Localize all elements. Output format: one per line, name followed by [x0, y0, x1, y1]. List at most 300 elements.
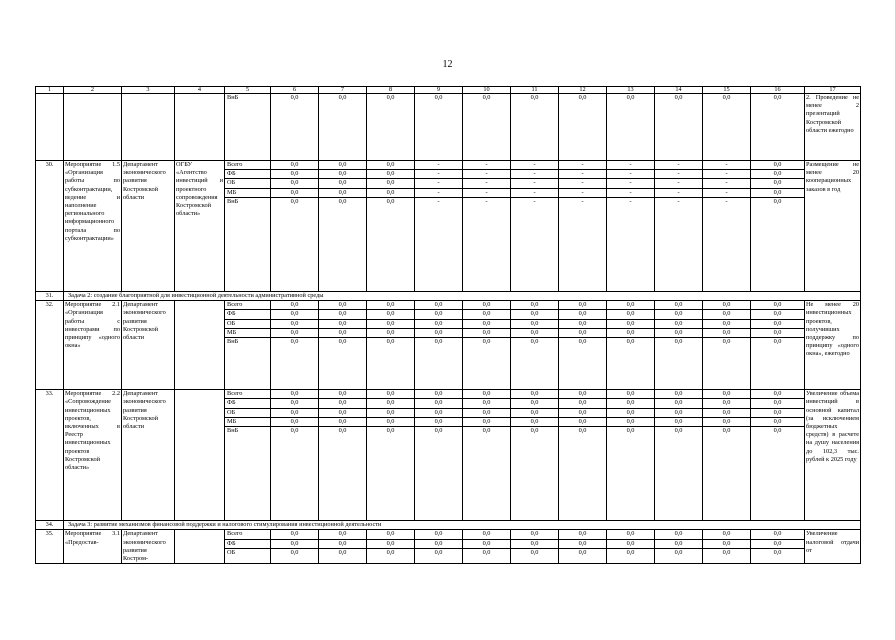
value: 0,0 [415, 329, 462, 338]
value: 0,0 [559, 530, 606, 539]
value: 0,0 [434, 94, 443, 101]
funding-source: ФБ [225, 540, 270, 549]
result-cell: 2. Проведение не менее 2 презентаций Костромской области ежегодно [805, 94, 861, 161]
value: - [511, 189, 558, 198]
value: 0,0 [415, 390, 462, 399]
value: - [511, 170, 558, 179]
funding-source: Всего [225, 530, 270, 539]
value: 0,0 [559, 329, 606, 338]
column-header: 9 [415, 87, 463, 94]
value: 0,0 [655, 540, 702, 549]
value: 0,0 [482, 548, 491, 556]
value: 0,0 [751, 189, 804, 198]
value: 0,0 [271, 530, 318, 539]
row-number: 34. [36, 521, 64, 530]
value: 0,0 [751, 329, 804, 338]
value: 0,0 [290, 197, 299, 205]
value: 0,0 [271, 418, 318, 427]
column-header: 3 [122, 87, 175, 94]
table-row [36, 390, 861, 521]
funding-source: ВнБ [227, 94, 239, 101]
value: 0,0 [751, 399, 804, 408]
value: - [629, 197, 632, 205]
value: - [703, 170, 750, 179]
value: 0,0 [607, 320, 654, 329]
value: 0,0 [751, 310, 804, 319]
value-cell [751, 94, 805, 161]
funding-source: ВнБ [227, 197, 239, 205]
value-cell [415, 94, 463, 161]
value-cell [319, 94, 367, 161]
executor: Департамент экономического развития Костромской области [122, 390, 175, 521]
value: 0,0 [463, 320, 510, 329]
value: 0,0 [319, 161, 366, 170]
value: 0,0 [415, 320, 462, 329]
value: 0,0 [367, 399, 414, 408]
value: 0,0 [386, 197, 395, 205]
value: 0,0 [607, 540, 654, 549]
value: 0,0 [578, 426, 587, 434]
value: 0,0 [511, 329, 558, 338]
participant [175, 390, 225, 521]
executor: Департамент экономического развития Костромской области [122, 301, 175, 390]
column-header: 10 [463, 87, 511, 94]
value: 0,0 [271, 540, 318, 549]
value: 0,0 [319, 540, 366, 549]
value: 0,0 [271, 301, 318, 310]
value: 0,0 [626, 426, 635, 434]
value: - [607, 179, 654, 188]
value-cell [319, 390, 367, 521]
funding-source: ОБ [225, 409, 270, 418]
value: 0,0 [338, 426, 347, 434]
value: 0,0 [530, 337, 539, 345]
value: 0,0 [751, 409, 804, 418]
value: 0,0 [722, 548, 731, 556]
value-cell [367, 94, 415, 161]
value-cell [367, 161, 415, 292]
empty-cell [122, 94, 175, 161]
value: 0,0 [773, 426, 782, 434]
funding-source: ВнБ [227, 426, 239, 434]
value: 0,0 [290, 94, 299, 101]
row-number: 35. [36, 530, 64, 564]
value: - [559, 179, 606, 188]
value-cell [559, 301, 607, 390]
column-header: 16 [751, 87, 805, 94]
value: 0,0 [607, 409, 654, 418]
value: 0,0 [655, 399, 702, 408]
value: 0,0 [415, 301, 462, 310]
value: 0,0 [386, 337, 395, 345]
value: 0,0 [751, 179, 804, 188]
funding-source: ФБ [225, 399, 270, 408]
value: 0,0 [319, 399, 366, 408]
value: 0,0 [578, 94, 587, 101]
value: - [703, 161, 750, 170]
column-header: 1 [36, 87, 64, 94]
value: 0,0 [703, 390, 750, 399]
value: 0,0 [511, 530, 558, 539]
task-row [36, 521, 861, 530]
value: 0,0 [367, 329, 414, 338]
value: 0,0 [511, 409, 558, 418]
value: - [607, 170, 654, 179]
activity-name: Мероприятие 2.1 «Организация работы с инвесторами по принципу «одного окна» [64, 301, 122, 390]
value-cell [271, 161, 319, 292]
header-row [36, 87, 861, 94]
activity-name: Мероприятие 1.5 «Организация работы по субконтрактации, ведение и наполнение регионального информационного портала по субконтрактации» [64, 161, 122, 292]
participant [175, 301, 225, 390]
funding-sources [225, 390, 271, 521]
value: 0,0 [530, 426, 539, 434]
value-cell [607, 94, 655, 161]
value: 0,0 [367, 530, 414, 539]
value: - [703, 189, 750, 198]
value-cell [367, 301, 415, 390]
value: 0,0 [463, 540, 510, 549]
value: 0,0 [367, 320, 414, 329]
value-cell [703, 301, 751, 390]
expected-result: Увеличение налоговой отдачи от [805, 530, 861, 564]
value-cell [703, 94, 751, 161]
value: 0,0 [703, 301, 750, 310]
value: 0,0 [703, 418, 750, 427]
row-number: 30. [36, 161, 64, 292]
value: 0,0 [386, 548, 395, 556]
value: 0,0 [319, 189, 366, 198]
value: 0,0 [338, 548, 347, 556]
value: 0,0 [386, 94, 395, 101]
value: 0,0 [367, 301, 414, 310]
value: 0,0 [511, 301, 558, 310]
value: 0,0 [607, 310, 654, 319]
column-header: 13 [607, 87, 655, 94]
value: 0,0 [626, 94, 635, 101]
value: 0,0 [751, 540, 804, 549]
value: 0,0 [626, 337, 635, 345]
participant: ОГБУ «Агентство инвестиций и проектного сопровождения Костромской области» [175, 161, 225, 292]
value-cell [655, 530, 703, 564]
value: 0,0 [271, 310, 318, 319]
funding-source: ФБ [225, 310, 270, 319]
value: 0,0 [434, 337, 443, 345]
value: 0,0 [559, 399, 606, 408]
value: 0,0 [703, 320, 750, 329]
value: 0,0 [367, 390, 414, 399]
value: 0,0 [773, 94, 782, 101]
value-cell [703, 390, 751, 521]
value: - [415, 170, 462, 179]
value-cell [655, 161, 703, 292]
value-cell [367, 390, 415, 521]
column-header: 14 [655, 87, 703, 94]
value: 0,0 [290, 426, 299, 434]
value: 0,0 [703, 399, 750, 408]
value: 0,0 [607, 390, 654, 399]
value: 0,0 [367, 161, 414, 170]
value: 0,0 [319, 530, 366, 539]
value: 0,0 [463, 418, 510, 427]
value: - [485, 197, 488, 205]
value: 0,0 [751, 170, 804, 179]
funding-sources [225, 530, 271, 564]
value: 0,0 [338, 197, 347, 205]
task-text: Задача 2: создание благоприятной для инвестиционной деятельности административной среды [64, 292, 861, 301]
value: 0,0 [655, 320, 702, 329]
value: 0,0 [674, 548, 683, 556]
value: 0,0 [319, 310, 366, 319]
value: 0,0 [319, 329, 366, 338]
value: 0,0 [655, 390, 702, 399]
value-cell [559, 530, 607, 564]
value: 0,0 [271, 170, 318, 179]
value: 0,0 [773, 548, 782, 556]
program-activities-table [35, 86, 861, 564]
value: 0,0 [607, 329, 654, 338]
page-number: 12 [442, 59, 453, 70]
value: 0,0 [415, 310, 462, 319]
value: 0,0 [482, 337, 491, 345]
value: 0,0 [271, 399, 318, 408]
value-cell [463, 301, 511, 390]
value: 0,0 [578, 548, 587, 556]
table-row [36, 161, 861, 292]
value: 0,0 [319, 320, 366, 329]
activity-name: Мероприятие 2.2 «Сопровождение инвестиционных проектов, включенных в Реестр инвестиционных проектов Костромской области» [64, 390, 122, 521]
value-cell [319, 530, 367, 564]
value: 0,0 [559, 418, 606, 427]
value: 0,0 [367, 310, 414, 319]
value: - [533, 197, 536, 205]
value: 0,0 [463, 390, 510, 399]
value: 0,0 [271, 320, 318, 329]
value: - [677, 197, 680, 205]
value: 0,0 [655, 301, 702, 310]
value: 0,0 [607, 399, 654, 408]
value-cell [271, 301, 319, 390]
value: 0,0 [559, 301, 606, 310]
value: - [415, 179, 462, 188]
value: 0,0 [415, 540, 462, 549]
value-cell [319, 301, 367, 390]
value: - [463, 179, 510, 188]
value: 0,0 [703, 530, 750, 539]
value: 0,0 [271, 189, 318, 198]
value: - [655, 179, 702, 188]
value: - [463, 161, 510, 170]
funding-source: ОБ [225, 179, 270, 188]
value-cell [319, 161, 367, 292]
value: 0,0 [578, 337, 587, 345]
value-cell [655, 301, 703, 390]
empty-cell [175, 94, 225, 161]
value: - [415, 189, 462, 198]
value: 0,0 [434, 548, 443, 556]
value-cell [511, 301, 559, 390]
value-cell [463, 390, 511, 521]
value-cell [751, 390, 805, 521]
value: 0,0 [607, 301, 654, 310]
value: 0,0 [338, 337, 347, 345]
executor: Департамент экономического развития Костром- [122, 530, 175, 564]
value: 0,0 [511, 320, 558, 329]
value: 0,0 [703, 540, 750, 549]
value: 0,0 [482, 426, 491, 434]
value-cell [559, 94, 607, 161]
column-header: 6 [271, 87, 319, 94]
task-row [36, 292, 861, 301]
value: 0,0 [271, 161, 318, 170]
value: 0,0 [703, 310, 750, 319]
funding-source: Всего [225, 390, 270, 399]
value: 0,0 [319, 409, 366, 418]
column-header: 11 [511, 87, 559, 94]
value: 0,0 [751, 390, 804, 399]
value: 0,0 [703, 409, 750, 418]
value: - [655, 189, 702, 198]
value: 0,0 [415, 530, 462, 539]
value: 0,0 [751, 530, 804, 539]
value: 0,0 [367, 418, 414, 427]
column-header: 17 [805, 87, 861, 94]
value-cell [751, 161, 805, 292]
value-cell [463, 530, 511, 564]
value: 0,0 [367, 179, 414, 188]
value-cell [415, 530, 463, 564]
value: - [581, 197, 584, 205]
funding-source: ОБ [227, 548, 236, 556]
value: 0,0 [271, 390, 318, 399]
value-cell [511, 390, 559, 521]
value: 0,0 [415, 399, 462, 408]
value: 0,0 [319, 390, 366, 399]
value: 0,0 [559, 409, 606, 418]
value: 0,0 [271, 329, 318, 338]
value: 0,0 [290, 337, 299, 345]
value: 0,0 [271, 179, 318, 188]
value-cell [751, 301, 805, 390]
value-cell [703, 530, 751, 564]
value: 0,0 [751, 161, 804, 170]
value-cell [607, 530, 655, 564]
funding-source: ВнБ [227, 337, 239, 345]
funding-source: Всего [225, 301, 270, 310]
funding-source: ФБ [225, 170, 270, 179]
value: 0,0 [655, 418, 702, 427]
value: 0,0 [463, 310, 510, 319]
funding-source: МБ [225, 189, 270, 198]
value: 0,0 [415, 418, 462, 427]
value-cell [607, 161, 655, 292]
value: - [511, 161, 558, 170]
column-header: 4 [175, 87, 225, 94]
value: 0,0 [415, 409, 462, 418]
column-header: 7 [319, 87, 367, 94]
value: 0,0 [463, 409, 510, 418]
value-cell [415, 390, 463, 521]
expected-result: Не менее 20 инвестиционных проектов, получивших поддержку по принципу «одного окна», ежегодно [805, 301, 861, 390]
activity-name: Мероприятие 3.1 «Предостав- [64, 530, 122, 564]
value-cell [271, 530, 319, 564]
row-number: 31. [36, 292, 64, 301]
expected-result: Увеличение объема инвестиций в основной капитал (за исключением бюджетных средств) в расчете на душу населения до 102,3 тыс. рублей к 2025 году [805, 390, 861, 521]
value: - [607, 161, 654, 170]
value: 0,0 [386, 426, 395, 434]
value: 0,0 [559, 310, 606, 319]
value: 0,0 [674, 337, 683, 345]
value: 0,0 [367, 189, 414, 198]
value: - [463, 170, 510, 179]
table-row [36, 94, 861, 161]
value: - [559, 170, 606, 179]
value: 0,0 [290, 548, 299, 556]
row-number: 33. [36, 390, 64, 521]
value: 0,0 [703, 329, 750, 338]
table-row [36, 301, 861, 390]
value-cell [703, 161, 751, 292]
value-cell [271, 94, 319, 161]
value: 0,0 [674, 426, 683, 434]
value: 0,0 [530, 94, 539, 101]
value: 0,0 [751, 320, 804, 329]
funding-sources [225, 161, 271, 292]
value: 0,0 [773, 337, 782, 345]
value: 0,0 [722, 94, 731, 101]
value-cell [463, 94, 511, 161]
column-header: 5 [225, 87, 271, 94]
value-cell [511, 530, 559, 564]
value: 0,0 [530, 548, 539, 556]
value: 0,0 [511, 418, 558, 427]
empty-cell [36, 94, 64, 161]
column-header: 2 [64, 87, 122, 94]
value-cell [511, 161, 559, 292]
value: 0,0 [607, 418, 654, 427]
funding-source: МБ [225, 418, 270, 427]
funding-sources [225, 301, 271, 390]
value: - [703, 179, 750, 188]
funding-source: МБ [225, 329, 270, 338]
empty-cell [64, 94, 122, 161]
value: 0,0 [511, 540, 558, 549]
expected-result: Размещение не менее 20 кооперационных заказов в год [805, 161, 861, 292]
value: 0,0 [434, 426, 443, 434]
value: 0,0 [511, 390, 558, 399]
value: - [559, 161, 606, 170]
value: 0,0 [655, 329, 702, 338]
value-cell [415, 161, 463, 292]
value-cell [271, 390, 319, 521]
value-cell [463, 161, 511, 292]
value: - [415, 161, 462, 170]
column-header: 12 [559, 87, 607, 94]
value: 0,0 [655, 310, 702, 319]
value-cell [607, 390, 655, 521]
value-cell [511, 94, 559, 161]
value: 0,0 [559, 320, 606, 329]
value-cell [607, 301, 655, 390]
value: 0,0 [319, 301, 366, 310]
funding-source: ОБ [225, 320, 270, 329]
value-cell [559, 161, 607, 292]
value: 0,0 [463, 301, 510, 310]
value: - [725, 197, 728, 205]
value-cell [655, 390, 703, 521]
value: 0,0 [655, 409, 702, 418]
value: 0,0 [338, 94, 347, 101]
value: 0,0 [751, 301, 804, 310]
